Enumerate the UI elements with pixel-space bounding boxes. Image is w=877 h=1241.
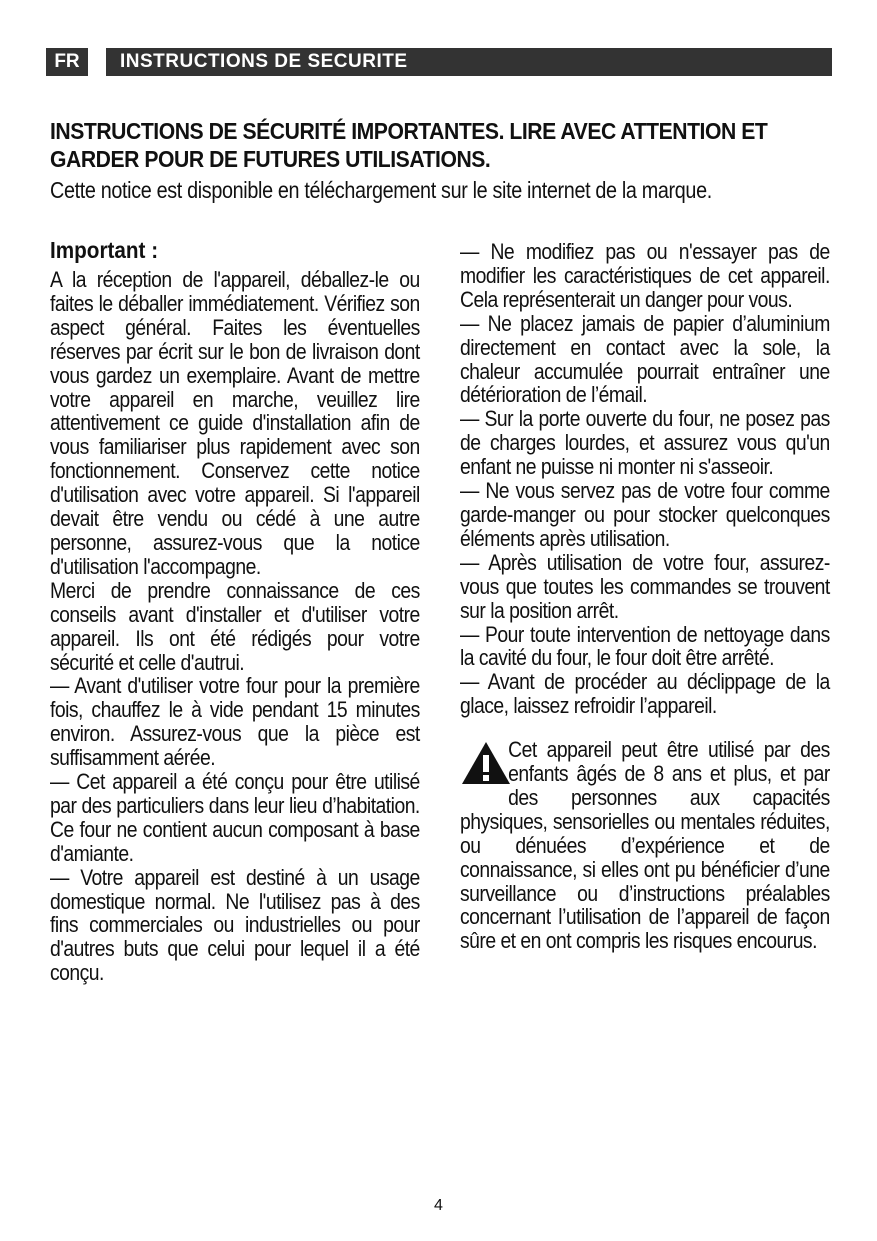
paragraph-reception: A la réception de l'appareil, déballez-le ou faites le déballer immédiatement. Vérifiez son aspect général. Faites les éventuelles réserves par écrit sur le bon de livraison dont vous gardez un exemplaire. Avant de mettre votre appareil en marche, veuillez lire attentivement ce guide d'installation afin de vous familiariser plus rapidement avec son fonctionnement. Conservez cette notice d'utilisation avec votre appareil. Si l'appareil devait être vendu ou cédé à une autre personne, assurez-vous que la notice d'utilisation l'accompagne. <box>50 267 420 579</box>
paragraph-premiere-utilisation: — Avant d'utiliser votre four pour la première fois, chauffez le à vide pendant 15 minutes environ. Assurez-vous que la pièce est suffisamment aérée. <box>50 673 420 771</box>
page-number: 4 <box>434 1197 443 1214</box>
paragraph-particuliers: — Cet appareil a été conçu pour être utilisé par des particuliers dans leur lieu d’habitation. Ce four ne contient aucun composant à base d'amiante. <box>50 769 420 866</box>
language-badge: FR <box>46 48 88 76</box>
warning-block <box>460 738 830 953</box>
right-column <box>460 240 830 953</box>
header-bar <box>46 48 832 76</box>
paragraph-conseils: Merci de prendre connaissance de ces conseils avant d'installer et d'utiliser votre appareil. Ils ont été rédigés pour votre sécurité et celle d'autrui. <box>50 577 420 675</box>
download-notice: Cette notice est disponible en téléchargement sur le site internet de la marque. <box>50 177 712 203</box>
paragraph-aluminium: — Ne placez jamais de papier d’aluminium directement en contact avec la sole, la chaleur accumulée pourrait entraîner une détérioration de l’émail. <box>460 310 830 408</box>
paragraph-commandes-arret: — Après utilisation de votre four, assurez-vous que toutes les commandes se trouvent sur la position arrêt. <box>460 549 830 623</box>
warning-text: Cet appareil peut être utilisé par des enfants âgés de 8 ans et plus, et par des personnes aux capacités physiques, sensorielles ou mentales réduites, ou dénuées d’expérience et de connaissance, si elles ont pu bénéficier d’une surveillance ou d’instructions préalables concernant l’utilisation de l’appareil de façon sûre et en ont compris les risques encourus. <box>460 737 830 954</box>
important-heading: Important : <box>50 237 159 263</box>
paragraph-porte-ouverte: — Sur la porte ouverte du four, ne posez pas de charges lourdes, et assurez vous qu'un enfant ne puisse ni monter ni s'asseoir. <box>460 406 830 480</box>
paragraph-declippage: — Avant de procéder au déclippage de la glace, laissez refroidir l’appareil. <box>460 669 830 719</box>
paragraph-usage-domestique: — Votre appareil est destiné à un usage domestique normal. Ne l'utilisez pas à des fins commerciales ou industrielles ou pour d'autres buts que celui pour lequel il a été conçu. <box>50 864 420 986</box>
section-title-bar: INSTRUCTIONS DE SECURITE <box>106 48 832 76</box>
left-column <box>50 236 420 985</box>
paragraph-nettoyage: — Pour toute intervention de nettoyage dans la cavité du four, le four doit être arrêté. <box>460 621 830 671</box>
paragraph-garde-manger: — Ne vous servez pas de votre four comme garde-manger ou pour stocker quelconques éléments après utilisation. <box>460 478 830 551</box>
paragraph-modification: — Ne modifiez pas ou n'essayer pas de modifier les caractéristiques de cet appareil. Cela représenterait un danger pour vous. <box>460 239 830 312</box>
page-title: INSTRUCTIONS DE SÉCURITÉ IMPORTANTES. LIRE AVEC ATTENTION ET GARDER POUR DE FUTURES UTILISATIONS. <box>50 118 768 172</box>
